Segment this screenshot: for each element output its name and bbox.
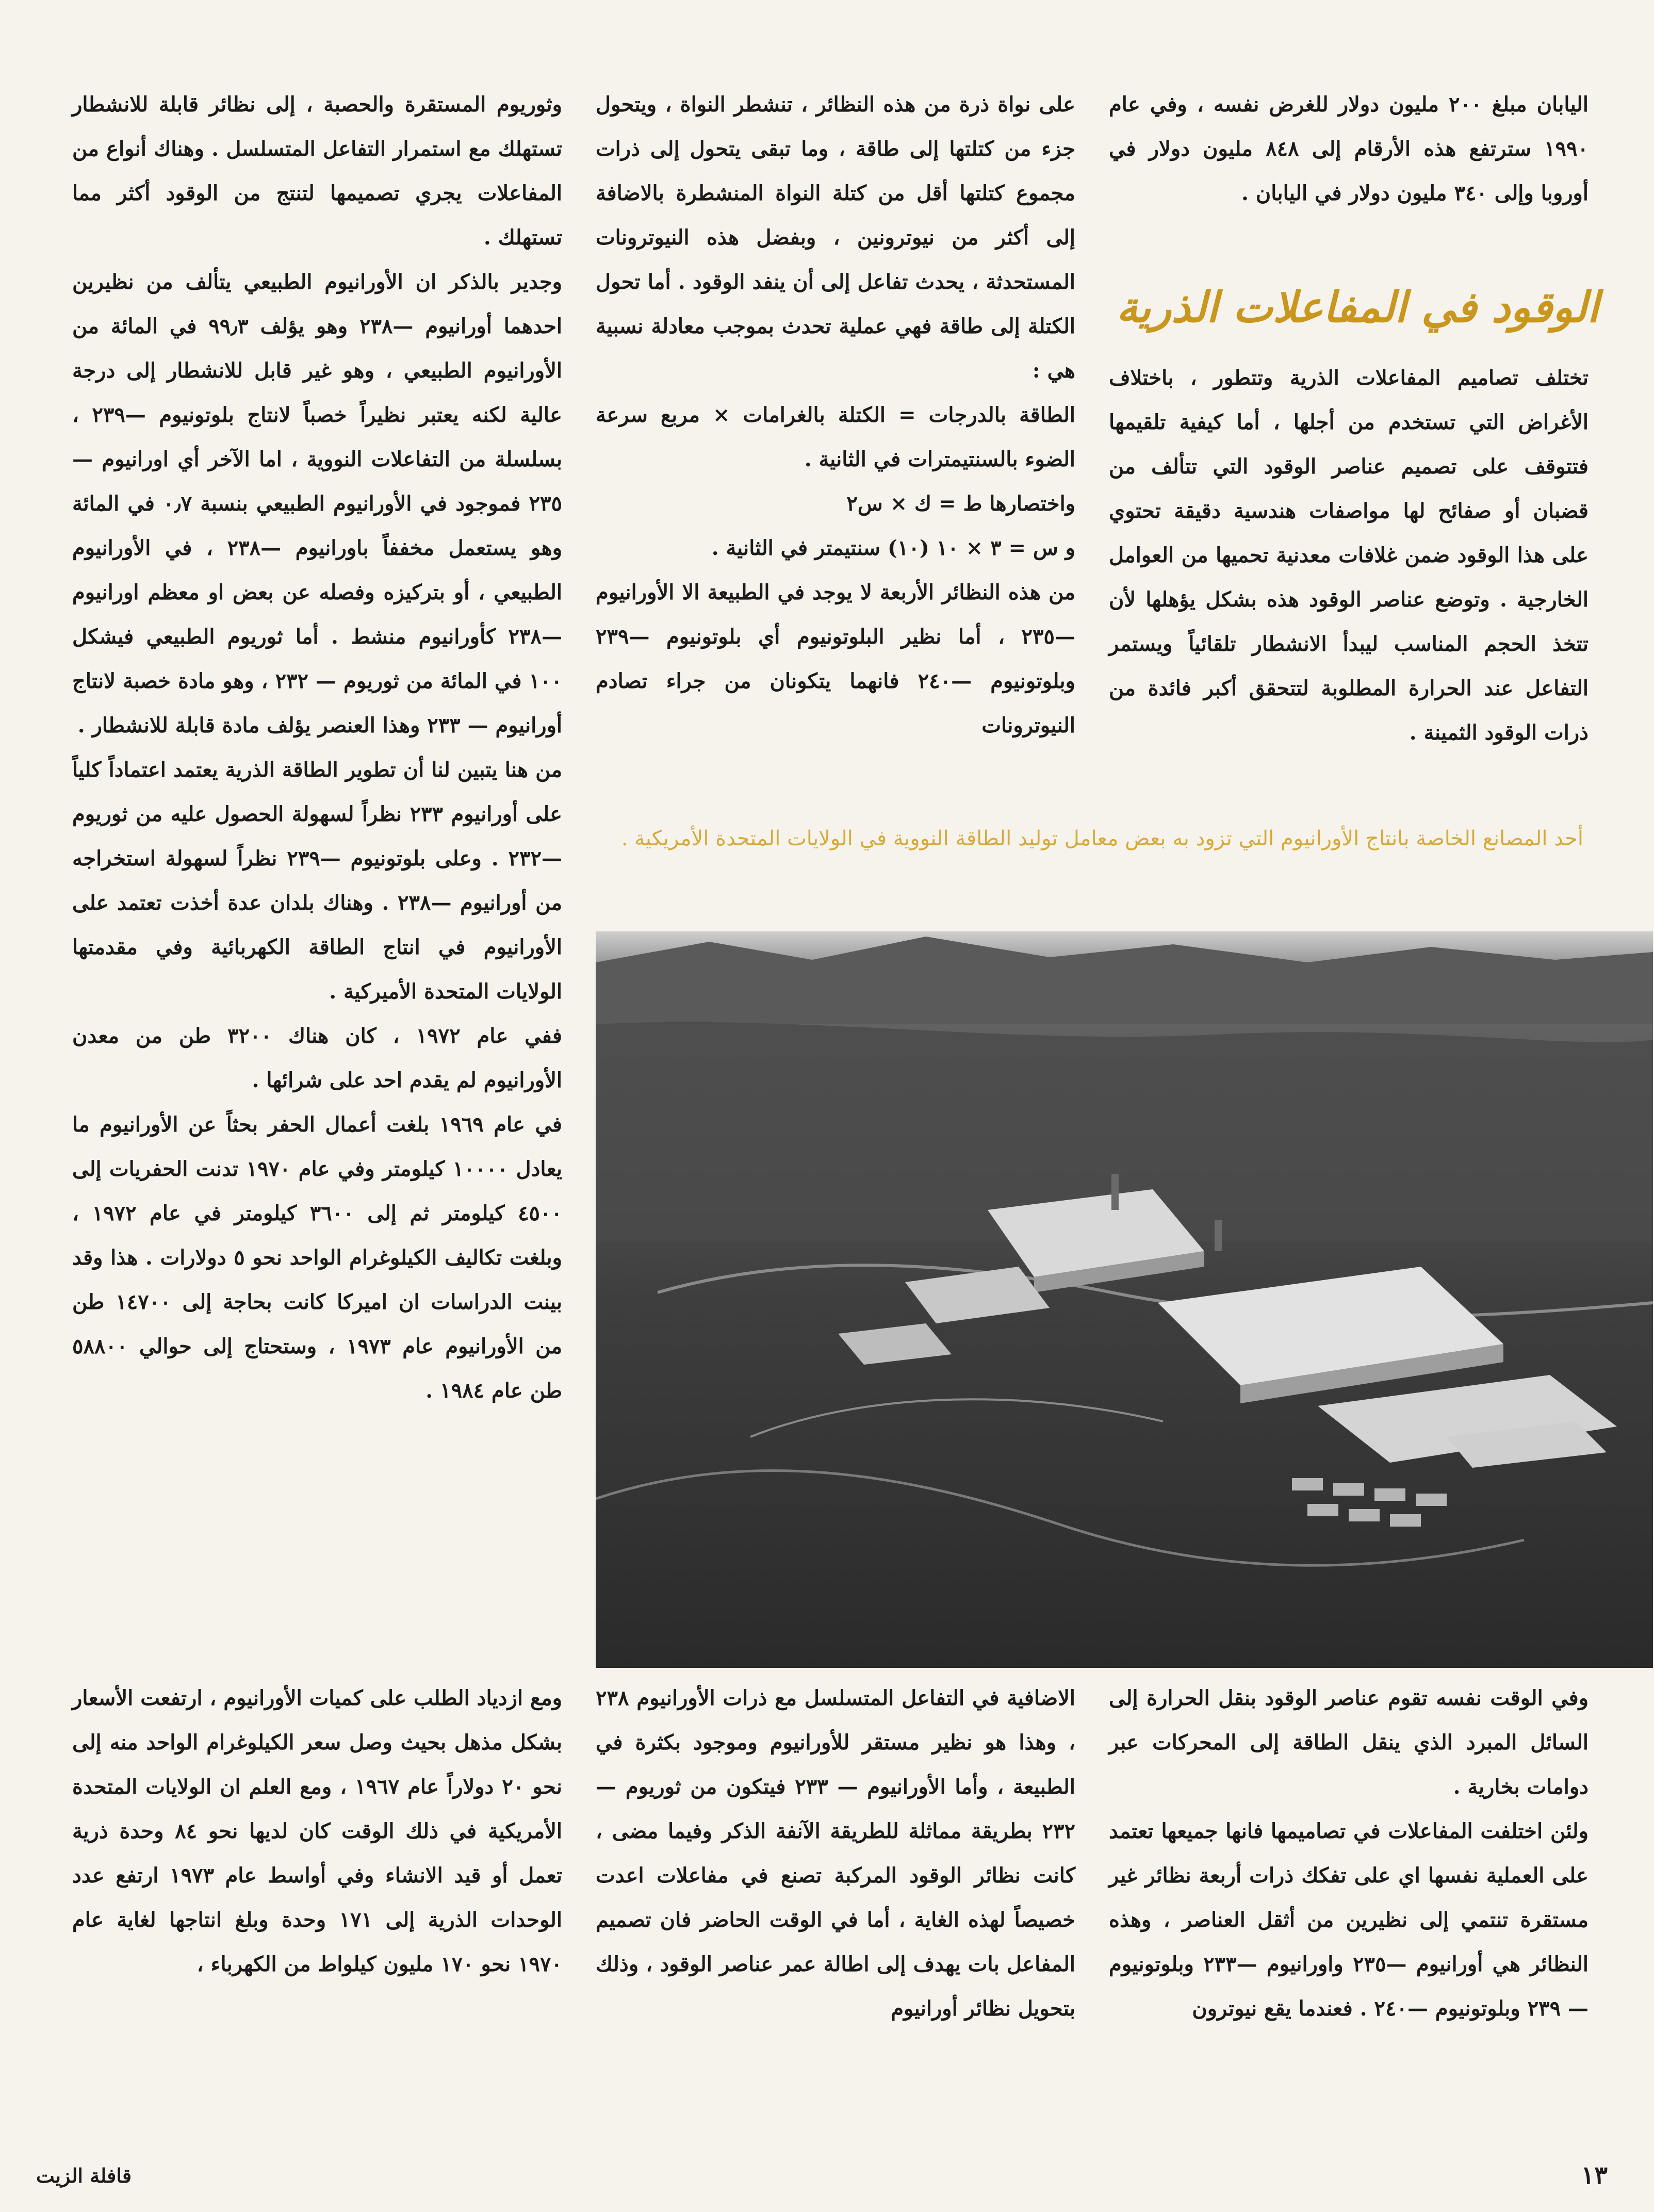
article-col-right-section: تختلف تصاميم المفاعلات الذرية وتتطور ، باختلاف الأغراض التي تستخدم من أجلها ، أما كيفية تلقيمها فتتوقف على تصميم عناصر الوقود التي تتألف من قضبان أو صفائح لها مواصفات هندسية دقيقة تحتوي على هذا الوقود ضمن غلافات معدنية تحميها من العوامل الخارجية . وتوضع عناصر الوقود هذه بشكل يؤهلها لأن تتخذ الحجم المناسب ليبدأ الانشطار تلقائياً ويستمر التفاعل عند الحرارة المطلوبة لتتحقق أكبر فائدة من ذرات الوقود الثمينة .	[1109, 366, 1589, 745]
article-col-middle-bottom: الاضافية في التفاعل المتسلسل مع ذرات الأورانيوم ٢٣٨ ، وهذا هو نظير مستقر للأورانيوم وموجود بكثرة في الطبيعة ، وأما الأورانيوم — ٢٣٣ فيتكون من ثوريوم —٢٣٢ بطريقة مماثلة للطريقة الآنفة الذكر وفيما مضى ، كانت نظائر الوقود المركبة تصنع في مفاعلات اعدت خصيصاً لهذه الغاية ، أما في الوقت الحاضر فان تصميم المفاعل بات يهدف إلى اطالة عمر عناصر الوقود ، وذلك بتحويل نظائر أورانيوم	[596, 1686, 1075, 2021]
article-col-left-bottom: ومع ازدياد الطلب على كميات الأورانيوم ، ارتفعت الأسعار بشكل مذهل بحيث وصل سعر الكيلوغرام الواحد منه إلى نحو ٢٠ دولاراً عام ١٩٦٧ ، ومع العلم ان الولايات المتحدة الأمريكية في ذلك الوقت كان لديها نحو ٨٤ وحدة ذرية تعمل أو قيد الانشاء وفي أواسط عام ١٩٧٣ ارتفع عدد الوحدات الذرية إلى ١٧١ وحدة وبلغ انتاجها لغاية عام ١٩٧٠ نحو ١٧٠ مليون كيلواط من الكهرباء ،	[72, 1686, 563, 1976]
page-number: ١٣	[1581, 2161, 1608, 2190]
magazine-title: قافلة الزيت	[36, 2164, 132, 2187]
aerial-photo-uranium-plant-icon	[596, 931, 1653, 1668]
article-col-left-top: وثوريوم المستقرة والحصبة ، إلى نظائر قابلة للانشطار تستهلك مع استمرار التفاعل المتسلسل . وهناك أنواع من المفاعلات يجري تصميمها لتنتج من الوقود أكثر مما تستهلك . وجدير بالذكر ان الأورانيوم الطبيعي يتألف من نظيرين احدهما أورانيوم —٢٣٨ وهو يؤلف ٩٩٫٣ في المائة من الأورانيوم الطبيعي ، وهو غير قابل للانشطار إلى درجة عالية لكنه يعتبر نظيراً خصباً لانتاج بلوتونيوم —٢٣٩ ، بسلسلة من التفاعلات النووية ، اما الآخر أي اورانيوم —٢٣٥ فموجود في الأورانيوم الطبيعي بنسبة ٠٫٧ في المائة وهو يستعمل مخففاً باورانيوم —٢٣٨ ، في الأورانيوم الطبيعي ، أو بتركيزه وفصله عن بعض او معظم اورانيوم —٢٣٨ كأورانيوم منشط . أما ثوريوم الطبيعي فيشكل ١٠٠ في المائة من ثوريوم — ٢٣٢ ، وهو مادة خصبة لانتاج أورانيوم — ٢٣٣ وهذا العنصر يؤلف مادة قابلة للانشطار . من هنا يتبين لنا أن تطوير الطاقة الذرية يعتمد اعتماداً كلياً على أورانيوم ٢٣٣ نظراً لسهولة الحصول عليه من ثوريوم —٢٣٢ . وعلى بلوتونيوم —٢٣٩ نظراً لسهولة استخراجه من أورانيوم —٢٣٨ . وهناك بلدان عدة أخذت تعتمد على الأورانيوم في انتاج الطاقة الكهربائية وفي مقدمتها الولايات المتحدة الأميركية . ففي عام ١٩٧٢ ، كان هناك ٣٢٠٠ طن من معدن الأورانيوم لم يقدم احد على شرائها . في عام ١٩٦٩ بلغت أعمال الحفر بحثاً عن الأورانيوم ما يعادل ١٠٠٠٠ كيلومتر وفي عام ١٩٧٠ تدنت الحفريات إلى ٤٥٠٠ كيلومتر ثم إلى ٣٦٠٠ كيلومتر في عام ١٩٧٢ ، وبلغت تكاليف الكيلوغرام الواحد نحو ٥ دولارات . هذا وقد بينت الدراسات ان اميركا كانت بحاجة إلى ١٤٧٠٠ طن من الأورانيوم عام ١٩٧٣ ، وستحتاج إلى حوالي ٥٨٨٠٠ طن عام ١٩٨٤ .	[72, 92, 563, 1403]
section-heading: الوقود في المفاعلات الذرية	[1116, 283, 1599, 332]
article-col-right-top: اليابان مبلغ ٢٠٠ مليون دولار للغرض نفسه ، وفي عام ١٩٩٠ سترتفع هذه الأرقام إلى ٨٤٨ مليون دولار في أوروبا وإلى ٣٤٠ مليون دولار في اليابان .	[1109, 92, 1589, 205]
article-col-right-bottom: وفي الوقت نفسه تقوم عناصر الوقود بنقل الحرارة إلى السائل المبرد الذي ينقل الطاقة إلى المحركات عبر دوامات بخارية . ولئن اختلفت المفاعلات في تصاميمها فانها جميعها تعتمد على العملية نفسها اي على تفكك ذرات أربعة نظائر غير مستقرة تنتمي إلى نظيرين من أثقل العناصر ، وهذه النظائر هي أورانيوم —٢٣٥ واورانيوم —٢٣٣ وبلوتونيوم— ٢٣٩ وبلوتونيوم —٢٤٠ . فعندما يقع نيوترون	[1109, 1686, 1589, 2021]
photo-caption: أحد المصانع الخاصة بانتاج الأورانيوم التي تزود به بعض معامل توليد الطاقة النووية في الولايات المتحدة الأمريكية .	[621, 827, 1583, 850]
article-col-middle-top: على نواة ذرة من هذه النظائر ، تنشطر النواة ، ويتحول جزء من كتلتها إلى طاقة ، وما تبقى يتحول إلى ذرات مجموع كتلتها أقل من كتلة النواة المنشطرة بالاضافة إلى أكثر من نيوترونين ، وبفضل هذه النيوترونات المستحدثة ، يحدث تفاعل إلى أن ينفد الوقود . أما تحول الكتلة إلى طاقة فهي عملية تحدث بموجب معادلة نسبية هي : الطاقة بالدرجات = الكتلة بالغرامات × مربع سرعة الضوء بالسنتيمترات في الثانية . واختصارها ط = ك × س٢ و س = ٣ × ١٠ (١٠) سنتيمتر في الثانية . من هذه النظائر الأربعة لا يوجد في الطبيعة الا الأورانيوم —٢٣٥ ، أما نظير البلوتونيوم أي بلوتونيوم —٢٣٩ وبلوتونيوم —٢٤٠ فانهما يتكونان من جراء تصادم النيوترونات	[596, 92, 1075, 738]
